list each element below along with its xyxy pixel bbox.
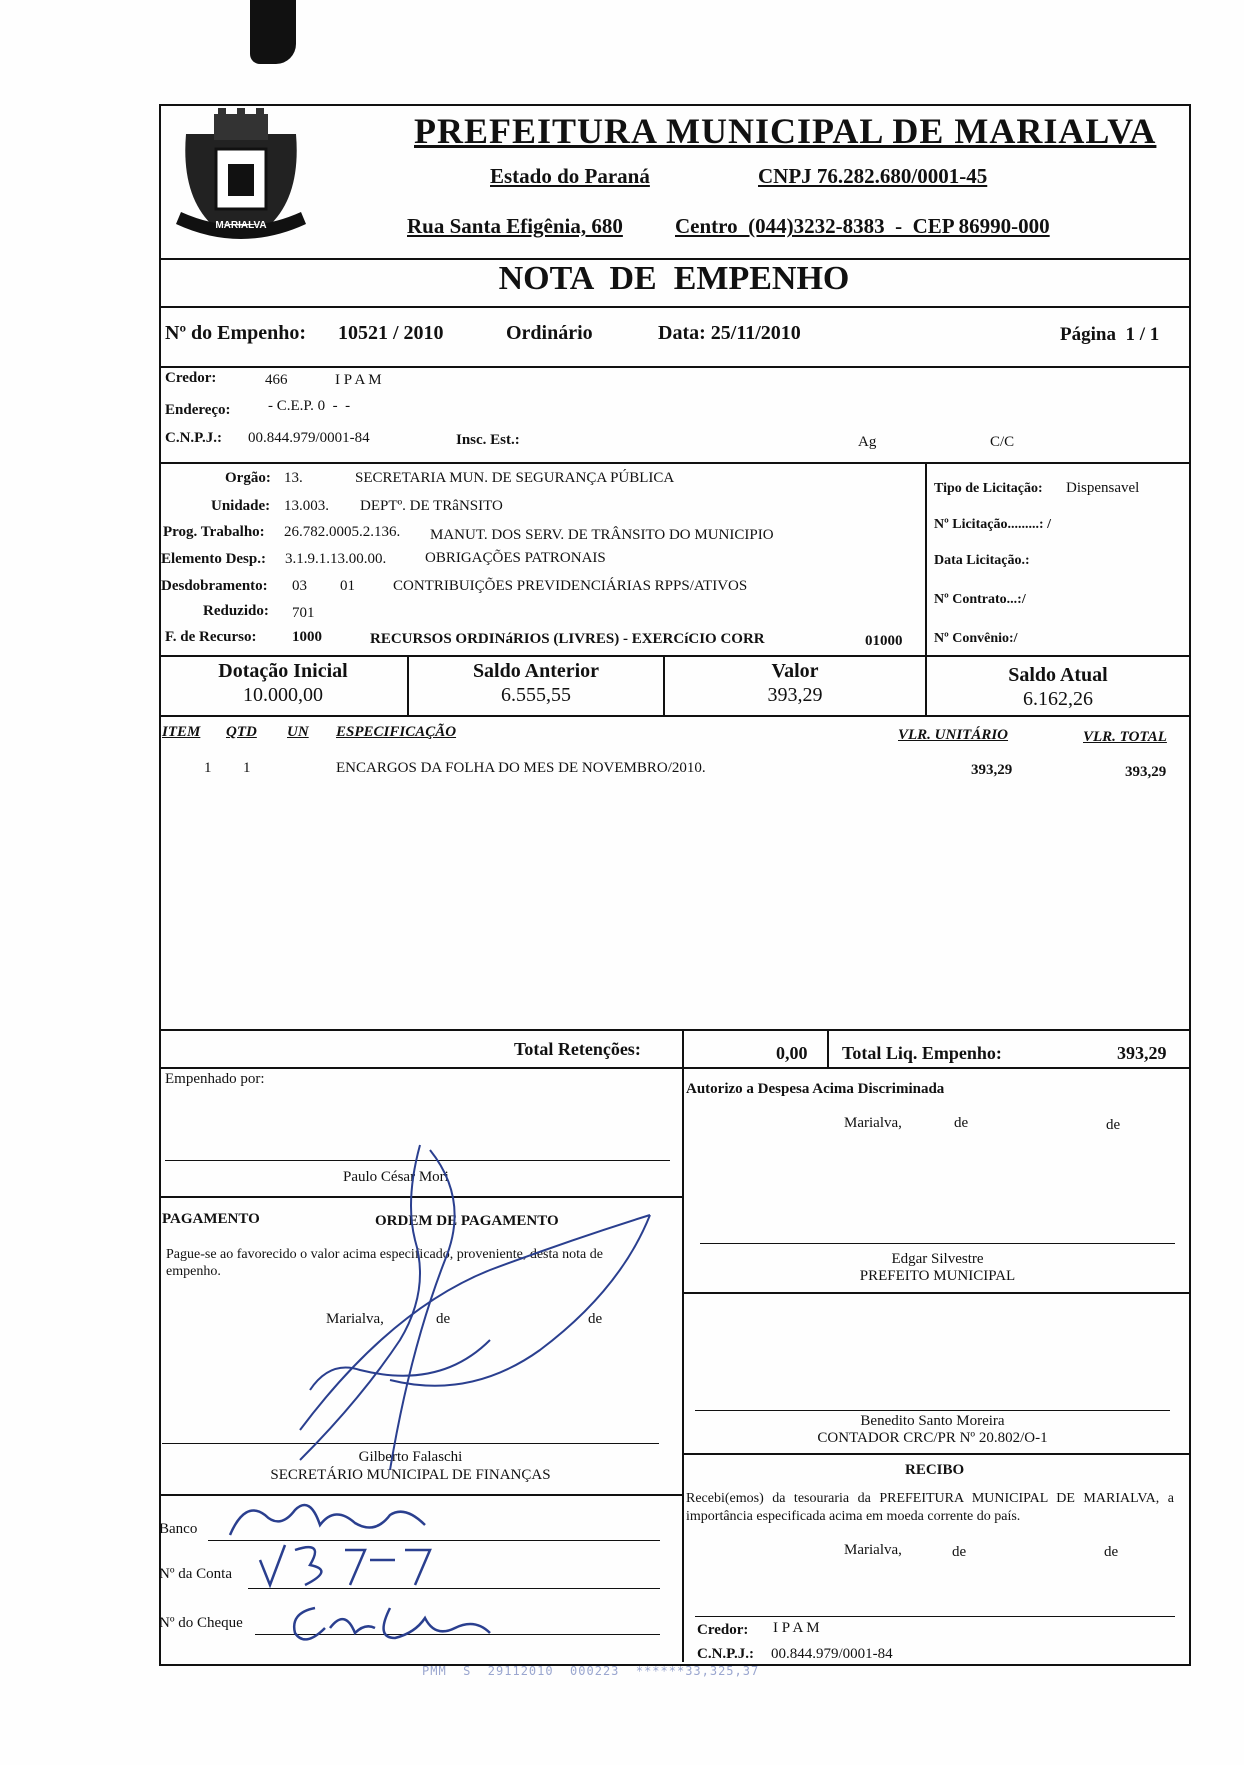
desdob-code1: 03 — [292, 578, 307, 594]
col-spec: ESPECIFICAÇÃO — [336, 724, 457, 740]
empenhado-label: Empenhado por: — [165, 1071, 265, 1087]
recibo-city: Marialva, — [844, 1542, 902, 1558]
divider — [159, 1029, 1189, 1031]
conta-label: Nº da Conta — [159, 1566, 232, 1582]
conta-handwriting — [255, 1540, 455, 1595]
dotacao-label: Dotação Inicial — [218, 660, 348, 682]
cnpj-value: 00.844.979/0001-84 — [248, 430, 370, 446]
endereco-label: Endereço: — [165, 402, 231, 418]
row-total: 393,29 — [1125, 764, 1167, 780]
signature-scribble — [240, 1140, 660, 1480]
num-contrato: Nº Contrato...:/ — [934, 592, 1026, 607]
elemento-code: 3.1.9.1.13.00.00. — [285, 551, 387, 567]
retencoes-value: 0,00 — [776, 1043, 808, 1063]
recurso-code: 1000 — [292, 629, 322, 645]
valor-label: Valor — [771, 660, 819, 682]
desdob-name: CONTRIBUIÇÕES PREVIDENCIÁRIAS RPPS/ATIVOS — [393, 578, 748, 594]
num-convenio: Nº Convênio:/ — [934, 631, 1018, 646]
prog-code: 26.782.0005.2.136. — [284, 524, 401, 540]
dotacao-value: 10.000,00 — [243, 684, 323, 706]
city-contact: Centro (044)3232-8383 - CEP 86990-000 — [675, 214, 1050, 238]
divider — [159, 462, 1189, 464]
row-qtd: 1 — [243, 760, 251, 776]
processing-stamp: PMM S 29112010 000223 ******33,325,37 — [422, 1664, 760, 1678]
divider — [159, 715, 1189, 717]
data-licitacao: Data Licitação.: — [934, 553, 1030, 568]
reduzido-label: Reduzido: — [203, 603, 269, 619]
recibo-de2: de — [1104, 1544, 1119, 1560]
recibo-text: Recebi(emos) da tesouraria da PREFEITURA MUNICIPAL DE MARIALVA, a importância especificada acima em moeda corrente do país. — [686, 1491, 1174, 1524]
cc-label: C/C — [990, 434, 1015, 450]
doc-title: NOTA DE EMPENHO — [498, 260, 850, 297]
city-address: Rua Santa Efigênia, 680 — [407, 214, 623, 238]
unidade-label: Unidade: — [211, 498, 271, 514]
liq-value: 393,29 — [1117, 1043, 1167, 1063]
row-spec: ENCARGOS DA FOLHA DO MES DE NOVEMBRO/2010. — [336, 760, 706, 776]
table-row — [159, 760, 1189, 784]
recibo-cnpj-value: 00.844.979/0001-84 — [771, 1646, 893, 1662]
col-un: UN — [287, 724, 309, 740]
contador-title: CONTADOR CRC/PR Nº 20.802/O-1 — [817, 1430, 1048, 1446]
pagamento-de2: de — [588, 1311, 603, 1327]
credor-code: 466 — [265, 372, 288, 388]
signature-line — [695, 1616, 1175, 1617]
insc-est-label: Insc. Est.: — [456, 432, 520, 448]
unidade-code: 13.003. — [284, 498, 329, 514]
prog-name: MANUT. DOS SERV. DE TRÂNSITO DO MUNICIPIO — [430, 527, 774, 543]
divider — [827, 1029, 829, 1067]
crest-banner: MARIALVA — [215, 220, 267, 231]
orgao-label: Orgão: — [225, 470, 271, 486]
cnpj-label: C.N.P.J.: — [165, 430, 222, 446]
empenho-number: 10521 / 2010 — [338, 322, 444, 344]
city-cnpj: CNPJ 76.282.680/0001-45 — [758, 164, 988, 188]
cheque-label: Nº do Cheque — [159, 1615, 243, 1631]
empenho-date: Data: 25/11/2010 — [658, 322, 801, 344]
recurso-name: RECURSOS ORDINáRIOS (LIVRES) - EXERCíCIO CORR — [370, 631, 765, 647]
desdob-label: Desdobramento: — [161, 578, 268, 594]
orgao-code: 13. — [284, 470, 303, 486]
signature-line — [695, 1410, 1170, 1411]
page-title: PREFEITURA MUNICIPAL DE MARIALVA — [414, 111, 1157, 151]
empenho-type: Ordinário — [506, 322, 593, 344]
recibo-cnpj-label: C.N.P.J.: — [697, 1646, 754, 1662]
orgao-name: SECRETARIA MUN. DE SEGURANÇA PÚBLICA — [355, 470, 675, 486]
divider — [682, 1453, 1189, 1455]
divider — [159, 306, 1189, 308]
recibo-de1: de — [952, 1544, 967, 1560]
divider — [159, 366, 1189, 368]
autorizo-label: Autorizo a Despesa Acima Discriminada — [686, 1081, 945, 1097]
desdob-code2: 01 — [340, 578, 355, 594]
liq-label: Total Liq. Empenho: — [842, 1043, 1002, 1063]
signature-line — [700, 1243, 1175, 1244]
credor-label: Credor: — [165, 370, 217, 386]
saldo-anterior-label: Saldo Anterior — [472, 660, 600, 682]
contador-name: Benedito Santo Moreira — [860, 1413, 1005, 1429]
row-item: 1 — [204, 760, 212, 776]
prefeito-name: Edgar Silvestre — [891, 1251, 984, 1267]
banco-handwriting — [225, 1495, 445, 1545]
recibo-credor-value: I P A M — [773, 1620, 820, 1636]
secretario-name: Gilberto Falaschi — [358, 1449, 463, 1465]
divider — [682, 1067, 684, 1662]
tipo-licitacao-value: Dispensavel — [1066, 480, 1140, 496]
elemento-name: OBRIGAÇÕES PATRONAIS — [425, 550, 606, 566]
divider — [159, 655, 1189, 657]
recibo-credor-label: Credor: — [697, 1622, 749, 1638]
credor-name: I P A M — [335, 372, 382, 388]
autorizo-de2: de — [1106, 1117, 1121, 1133]
pagamento-de1: de — [436, 1311, 451, 1327]
row-unit: 393,29 — [971, 762, 1013, 778]
pagamento-city: Marialva, — [326, 1311, 384, 1327]
tipo-licitacao-label: Tipo de Licitação: — [934, 481, 1043, 496]
prog-label: Prog. Trabalho: — [163, 524, 265, 540]
autorizo-city: Marialva, — [844, 1115, 902, 1131]
banco-label: Banco — [159, 1521, 198, 1537]
scan-mark — [250, 0, 296, 64]
reduzido-value: 701 — [292, 605, 315, 621]
col-total: VLR. TOTAL — [1083, 729, 1167, 745]
empenho-label: Nº do Empenho: — [165, 322, 307, 344]
retencoes-label: Total Retenções: — [514, 1039, 641, 1059]
secretario-title: SECRETÁRIO MUNICIPAL DE FINANÇAS — [270, 1467, 551, 1483]
recurso-suffix: 01000 — [865, 633, 903, 649]
ag-label: Ag — [858, 434, 877, 450]
col-item: ITEM — [162, 724, 201, 740]
empenhado-name: Paulo César Mori — [343, 1169, 449, 1185]
autorizo-de1: de — [954, 1115, 969, 1131]
divider — [682, 1292, 1189, 1294]
col-unit: VLR. UNITÁRIO — [898, 727, 1009, 743]
divider — [682, 1029, 684, 1067]
city-crest — [166, 104, 316, 254]
valor-value: 393,29 — [767, 684, 823, 706]
unidade-name: DEPTº. DE TRâNSITO — [360, 498, 503, 514]
prefeito-title: PREFEITO MUNICIPAL — [859, 1268, 1016, 1284]
pagamento-label: PAGAMENTO — [162, 1211, 260, 1227]
pague-text: Pague-se ao favorecido o valor acima especificado, proveniente, desta nota de empenho. — [166, 1247, 603, 1279]
saldo-anterior-value: 6.555,55 — [501, 684, 571, 706]
page-number: Página 1 / 1 — [1060, 324, 1160, 345]
state-label: Estado do Paraná — [490, 164, 650, 188]
saldo-atual-label: Saldo Atual — [1008, 664, 1108, 686]
saldo-atual-value: 6.162,26 — [1023, 688, 1093, 710]
num-licitacao: Nº Licitação.........: / — [934, 517, 1051, 532]
endereco-value: - C.E.P. 0 - - — [268, 398, 351, 414]
recibo-label: RECIBO — [905, 1462, 965, 1478]
cheque-handwriting — [285, 1598, 505, 1648]
col-qtd: QTD — [226, 724, 257, 740]
divider — [159, 1067, 1189, 1069]
recurso-label: F. de Recurso: — [165, 629, 257, 645]
elemento-label: Elemento Desp.: — [161, 551, 266, 567]
ordem-label: ORDEM DE PAGAMENTO — [375, 1213, 559, 1229]
